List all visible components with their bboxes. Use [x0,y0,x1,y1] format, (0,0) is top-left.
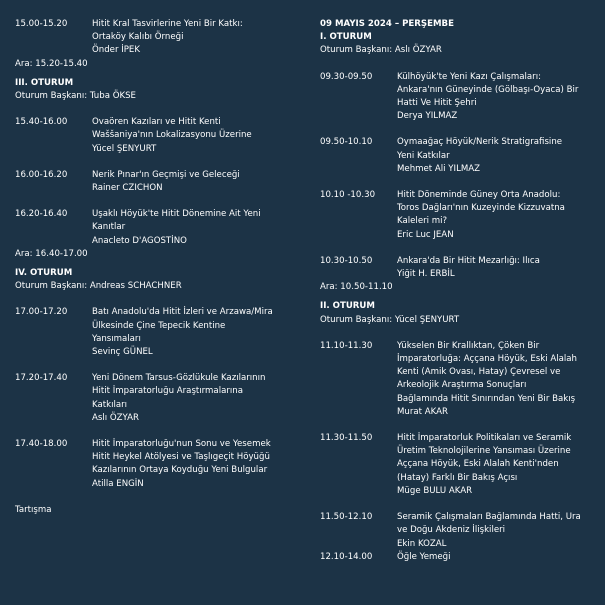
session-line: Üretim Teknolojilerine Yansıması Üzerine [397,446,571,457]
session-line: Hitit İmparatorluk Politikaları ve Seramik [397,433,572,444]
session-speaker: Yiğit H. ERBİL [397,269,455,280]
session-time: 15.40-16.00 [15,117,68,128]
session-line: Yeni Dönem Tarsus-Gözlükule Kazılarının [92,373,266,384]
session-desc [397,432,602,498]
session-line: Ankara'nın Güneyinde (Gölbaşı-Oyaca) Bir [397,84,579,95]
session-line: İmparatorluğa: Aççana Höyük, Eski Alalah [397,354,577,365]
session-line: Öğle Yemeği [397,551,451,562]
session-item [320,71,602,124]
session-line: (Hatay) Farklı Bir Bakış Açısı [397,472,518,483]
session-line: Kanıtlar [92,222,126,233]
session-desc [397,136,602,176]
session-line: Aççana Höyük, Eski Alalah Kenti'nden [397,459,559,470]
session-desc [92,169,300,195]
session-item [15,438,300,491]
session-time: 09.50-10.10 [320,137,373,148]
session-speaker: Mehmet Ali YILMAZ [397,163,481,174]
session-line: Ortaköy Kalıbı Örneği [92,32,184,43]
session-line: Kaleleri mi? [397,216,448,227]
session-line: Hitit İmparatorluğu Araştırmalarına [92,386,243,397]
session-desc [397,551,602,564]
session-line: Bağlamında Hitit Sınırından Yeni Bir Bakış [397,393,576,404]
session-line: Ankara'da Bir Hitit Mezarlığı: Ilıca [397,255,540,266]
session-line: Seramik Çalışmaları Bağlamında Hatti, Ura [397,512,581,523]
session-desc [92,208,300,248]
session-chair: Oturum Başkanı: Aslı ÖZYAR [320,45,442,56]
break-time: Ara: 16.40-17.00 [15,248,88,259]
session-heading: II. OTURUM [320,301,375,312]
session-item [15,306,300,359]
session-line: Kenti (Amik Ovası, Hatay) Çevresel ve [397,367,561,378]
session-speaker: Aslı ÖZYAR [92,412,139,423]
session-chair: Oturum Başkanı: Andreas SCHACHNER [15,281,182,292]
session-desc [397,340,602,419]
session-line: Hitit Döneminde Güney Orta Anadolu: [397,190,561,201]
right-column [320,18,602,564]
session-desc [397,71,602,124]
session-speaker: Eric Luc JEAN [397,229,454,240]
session-speaker: Ekin KOZAL [397,538,447,549]
session-desc [92,306,300,359]
session-time: 15.00-15.20 [15,19,68,29]
session-line: Yansımaları [92,333,141,344]
session-time: 17.40-18.00 [15,439,68,450]
session-line: Hitit Kral Tasvirlerine Yeni Bir Katkı: [92,19,243,29]
session-time: 16.00-16.20 [15,169,68,180]
break-time: Ara: 15.20-15.40 [15,58,88,69]
session-item [320,551,602,564]
left-column [15,18,300,517]
session-item [320,511,602,551]
session-desc [397,255,602,281]
session-line: Hatti Ve Hitit Şehri [397,98,477,109]
session-line: Kazılarının Ortaya Koyduğu Yeni Bulgular [92,465,268,476]
session-heading: III. OTURUM [15,77,74,88]
session-line: Katkıları [92,399,128,410]
session-item [15,208,300,248]
session-time: 16.20-16.40 [15,209,68,220]
session-time: 11.50-12.10 [320,512,373,523]
session-time: 10.30-10.50 [320,255,373,266]
session-desc [397,511,602,551]
session-speaker: Sevinç GÜNEL [92,347,153,358]
session-speaker: Anacleto D'AGOSTİNO [92,235,187,246]
day-date-heading: 09 MAYIS 2024 – PERŞEMBE [320,19,454,29]
session-speaker: Yücel ŞENYURT [92,143,157,154]
session-time: 09.30-09.50 [320,71,373,82]
session-item [15,169,300,195]
session-time: 17.20-17.40 [15,373,68,384]
session-item [15,116,300,156]
session-item [320,432,602,498]
discussion-label: Tartışma [15,504,52,515]
session-speaker: Atilla ENGİN [92,478,144,489]
session-item [15,18,300,58]
session-desc [397,189,602,242]
session-line: Nerik Pınar'ın Geçmişi ve Geleceği [92,169,240,180]
session-heading: I. OTURUM [320,32,372,43]
session-line: Toros Dağları'nın Kuzeyinde Kizzuvatna [397,203,565,214]
session-line: Ovaören Kazıları ve Hitit Kenti [92,117,221,128]
session-speaker: Derya YILMAZ [397,111,458,122]
session-desc [92,116,300,156]
session-heading: IV. OTURUM [15,268,73,279]
session-time: 11.10-11.30 [320,340,373,351]
session-line: Uşaklı Höyük'te Hitit Dönemine Ait Yeni [92,209,261,220]
session-time: 17.00-17.20 [15,307,68,318]
session-speaker: Müge BULU AKAR [397,485,473,496]
session-item [15,372,300,425]
session-item [320,255,602,281]
session-item [320,189,602,242]
session-time: 11.30-11.50 [320,433,373,444]
session-desc [92,18,300,58]
session-line: Hitit Heykel Atölyesi ve Taşlıgeçit Höyüğü [92,452,270,463]
session-desc [92,372,300,425]
session-speaker: Murat AKAR [397,406,448,417]
session-line: Arkeolojik Araştırma Sonuçları [397,380,527,391]
session-chair: Oturum Başkanı: Tuba ÖKSE [15,91,136,102]
session-speaker: Önder İPEK [92,45,140,56]
session-line: Hitit İmparatorluğu'nun Sonu ve Yesemek [92,439,271,450]
session-time: 12.10-14.00 [320,551,373,562]
session-item [320,136,602,176]
session-chair: Oturum Başkanı: Yücel ŞENYURT [320,314,460,325]
session-line: Waššaniya'nın Lokalizasyonu Üzerine [92,130,252,141]
session-line: Oymaağaç Höyük/Nerik Stratigrafisine [397,137,563,148]
session-line: Batı Anadolu'da Hitit İzleri ve Arzawa/Mira [92,307,273,318]
session-speaker: Rainer CZICHON [92,183,163,194]
break-time: Ara: 10.50-11.10 [320,282,393,293]
session-desc [92,438,300,491]
session-time: 10.10 -10.30 [320,190,376,201]
session-item [320,340,602,419]
session-line: ve Doğu Akdeniz İlişkileri [397,525,506,536]
session-line: Yükselen Bir Krallıktan, Çöken Bir [397,340,540,351]
session-line: Yeni Katkılar [397,150,450,161]
session-line: Külhöyük'te Yeni Kazı Çalışmaları: [397,71,541,82]
session-line: Ülkesinde Çine Tepecik Kentine [92,320,226,331]
